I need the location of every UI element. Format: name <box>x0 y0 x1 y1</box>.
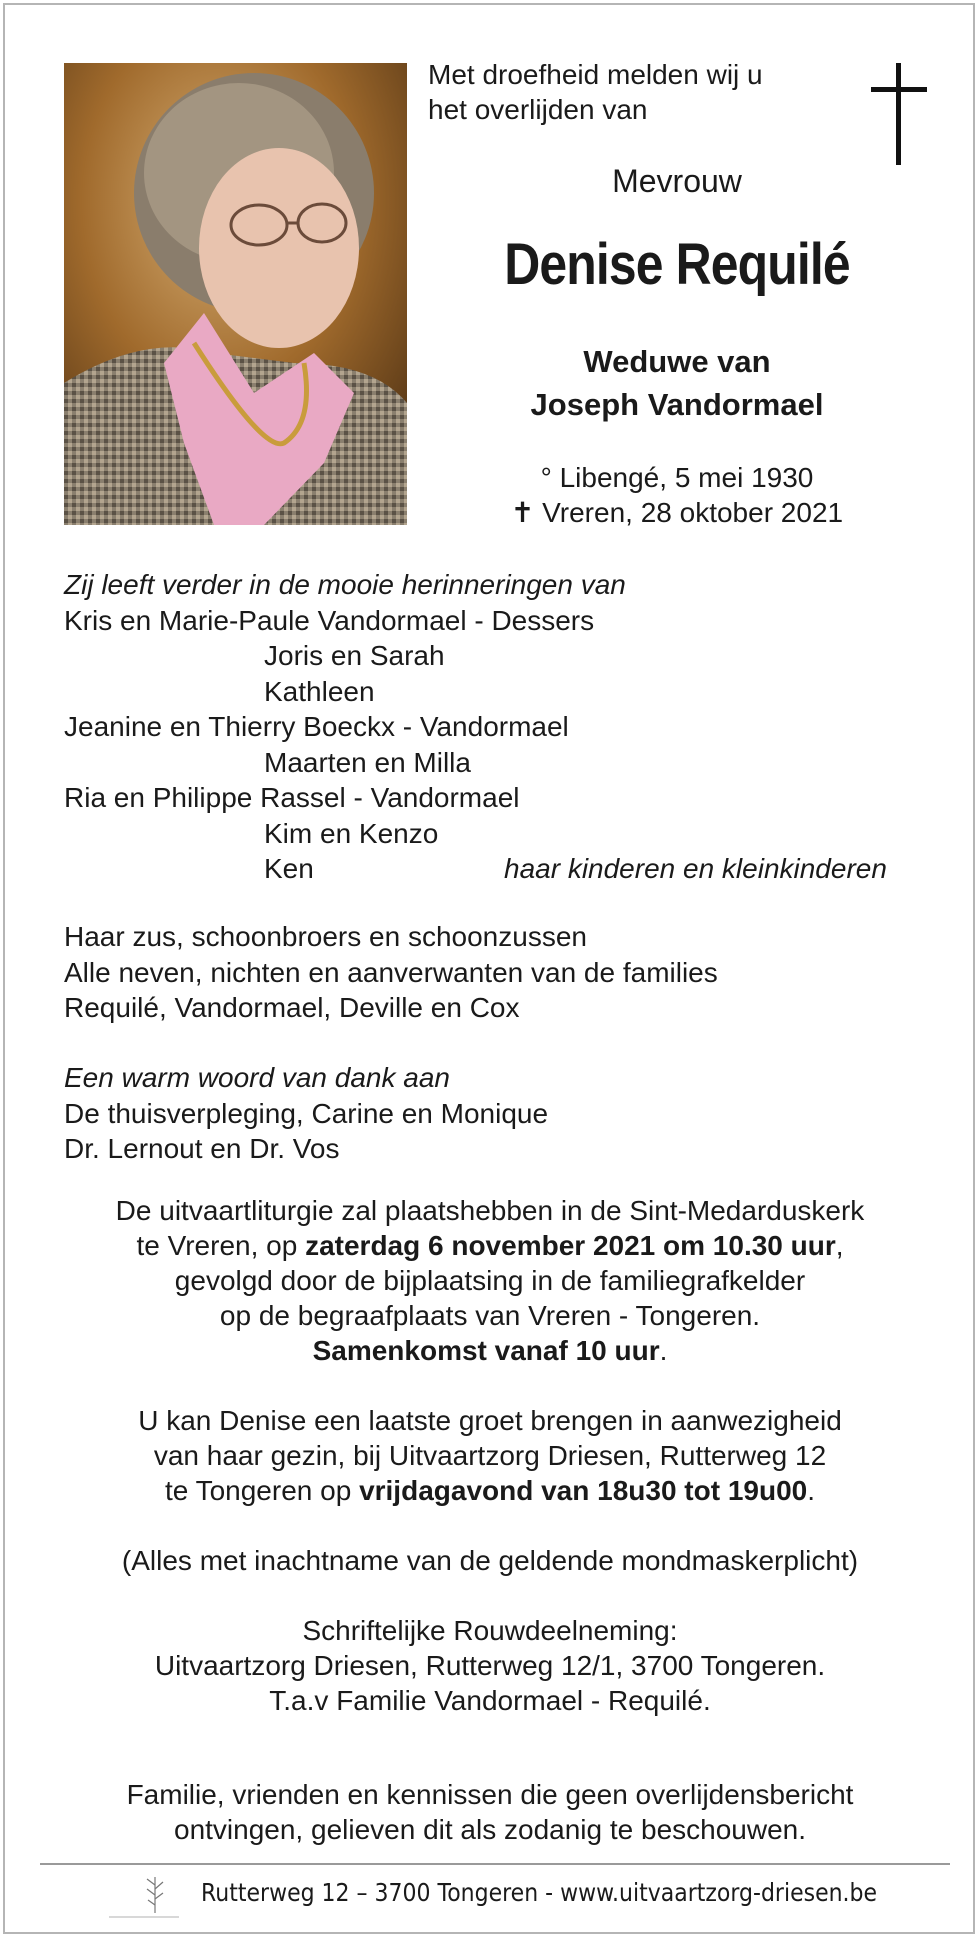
driesen-logo <box>105 1873 183 1925</box>
funeral-info <box>45 1193 935 1368</box>
family-row <box>64 603 944 639</box>
family-member: Kris en Marie-Paule Vandormael - Dessers <box>64 604 595 636</box>
thanks <box>64 1060 548 1167</box>
cross-icon <box>871 63 927 165</box>
thanks-line: Dr. Lernout en Dr. Vos <box>64 1133 340 1164</box>
condolence-line: Schriftelijke Rouwdeelneming: <box>302 1615 678 1646</box>
visit-time: vrijdagavond van 18u30 tot 19u00 <box>359 1475 808 1506</box>
closing-line: ontvingen, gelieven dit als zodanig te beschouwen. <box>174 1814 806 1845</box>
thanks-heading: Een warm woord van dank aan <box>64 1062 450 1093</box>
obituary-card <box>3 3 975 1934</box>
death-date: ✝ Vreren, 28 oktober 2021 <box>510 497 844 528</box>
footer-address: Rutterweg 12 – 3700 Tongeren - www.uitvaartzorg-driesen.be <box>201 1878 878 1907</box>
salutation: Mevrouw <box>612 163 742 199</box>
condolence-line: Uitvaartzorg Driesen, Rutterweg 12/1, 3700 Tongeren. <box>154 1650 826 1681</box>
family-member: Kathleen <box>264 675 375 707</box>
condolence-line: T.a.v Familie Vandormael - Requilé. <box>269 1685 711 1716</box>
family-member: Ken <box>264 853 314 884</box>
visit-info <box>45 1403 935 1508</box>
portrait-photo <box>64 63 407 525</box>
family-list <box>64 567 944 887</box>
funeral-line: op de begraafplaats van Vreren - Tongeren. <box>219 1300 761 1331</box>
funeral-line: De uitvaartliturgie zal plaatshebben in de Sint-Medarduskerk <box>115 1195 865 1226</box>
funeral-date: zaterdag 6 november 2021 om 10.30 uur <box>305 1230 836 1261</box>
condolence-info <box>45 1613 935 1718</box>
gathering-time: Samenkomst vanaf 10 uur <box>312 1335 660 1366</box>
footer-divider <box>40 1863 950 1865</box>
mask-note: (Alles met inachtname van de geldende mondmaskerplicht) <box>121 1545 859 1576</box>
deceased-name: Denise Requilé <box>504 232 850 297</box>
widow-line: Joseph Vandormael <box>530 387 824 422</box>
family-row <box>64 816 944 852</box>
visit-line: U kan Denise een laatste groet brengen in aanwezigheid <box>138 1405 842 1436</box>
funeral-line: te Vreren, op zaterdag 6 november 2021 om 10.30 uur, <box>136 1230 844 1261</box>
widow-line: Weduwe van <box>583 344 771 379</box>
intro-text <box>428 57 763 127</box>
relatives-line: Haar zus, schoonbroers en schoonzussen <box>64 921 587 952</box>
closing-line: Familie, vrienden en kennissen die geen overlijdensbericht <box>126 1779 854 1810</box>
relatives-line: Requilé, Vandormael, Deville en Cox <box>64 992 520 1023</box>
thanks-line: De thuisverpleging, Carine en Monique <box>64 1097 549 1129</box>
family-row <box>64 780 944 816</box>
widow-of <box>435 340 919 426</box>
funeral-line: gevolgd door de bijplaatsing in de familiegrafkelder <box>174 1265 806 1296</box>
birth-date: ° Libengé, 5 mei 1930 <box>540 462 814 493</box>
visit-line: te Tongeren op vrijdagavond van 18u30 tot 19u00. <box>164 1475 816 1506</box>
family-member: Jeanine en Thierry Boeckx - Vandormael <box>64 711 569 742</box>
family-row <box>64 638 944 674</box>
closing-note <box>45 1777 935 1847</box>
family-row <box>64 674 944 710</box>
visit-line: van haar gezin, bij Uitvaartzorg Driesen, Rutterweg 12 <box>153 1440 827 1471</box>
family-member: Kim en Kenzo <box>264 817 439 849</box>
family-relation-tag: haar kinderen en kleinkinderen <box>504 853 887 884</box>
family-heading: Zij leeft verder in de mooie herinneringen van <box>64 569 626 600</box>
funeral-line: Samenkomst vanaf 10 uur. <box>312 1335 668 1366</box>
intro-line: het overlijden van <box>428 94 648 125</box>
family-row <box>64 709 944 745</box>
family-row <box>64 851 944 887</box>
family-row <box>64 745 944 781</box>
family-member: Ria en Philippe Rassel - Vandormael <box>64 782 520 813</box>
relatives <box>64 919 718 1026</box>
family-member: Maarten en Milla <box>264 746 471 778</box>
life-dates <box>435 460 919 530</box>
family-member: Joris en Sarah <box>264 640 445 671</box>
relatives-line: Alle neven, nichten en aanverwanten van de families <box>64 956 718 988</box>
intro-line: Met droefheid melden wij u <box>428 59 763 90</box>
